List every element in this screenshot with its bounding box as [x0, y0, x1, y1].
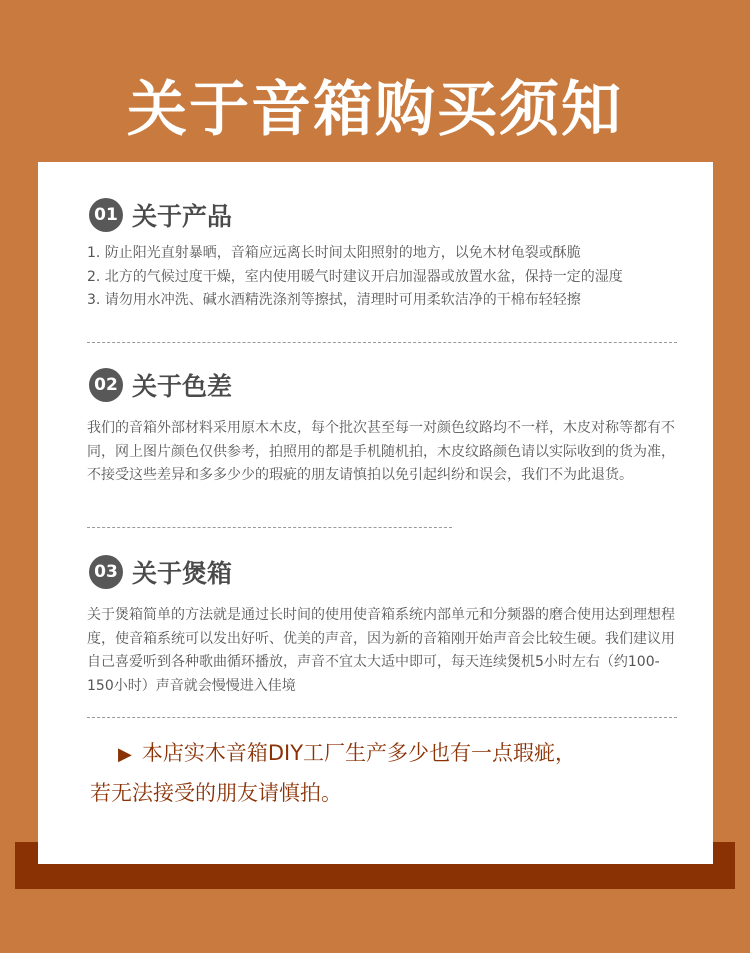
- notice-line: [90, 734, 690, 774]
- color-diff-paragraph: 我们的音箱外部材料采用原木木皮，每个批次甚至每一对颜色纹路均不一样，木皮对称等都有不同，网上图片颜色仅供参考，拍照用的都是手机随机拍，木皮纹路颜色请以实际收到的货为准，不接受这些差异和多多少少的瑕疵的朋友请慎拍以免引起纠纷和误会，我们不为此退货。: [87, 420, 675, 483]
- section-title: 关于产品: [132, 202, 233, 231]
- section-number-badge: 02: [89, 368, 123, 402]
- section-number-badge: 01: [89, 198, 123, 232]
- notice-line: 若无法接受的朋友请慎拍。: [90, 781, 342, 805]
- section-title: 关于煲箱: [132, 559, 233, 588]
- section-number-badge: 03: [89, 555, 123, 589]
- divider: [87, 527, 452, 528]
- burnin-paragraph: 关于煲箱简单的方法就是通过长时间的使用使音箱系统内部单元和分频器的磨合使用达到理想程度，使音箱系统可以发出好听、优美的声音，因为新的音箱刚开始声音会比较生硬。我们建议用自己喜爱听到各种歌曲循环播放，声音不宜太大适中即可，每天连续煲机5小时左右（约100-150小时）声音就会慢慢进入佳境: [87, 607, 675, 694]
- section-title: 关于色差: [132, 372, 233, 401]
- section-burnin-header: [89, 554, 232, 590]
- list-item: 3. 请勿用水冲洗、碱水酒精洗涤剂等擦拭，清理时可用柔软洁净的干棉布轻轻擦: [87, 292, 581, 308]
- product-care-list: [87, 242, 687, 313]
- purchase-notice: [90, 734, 690, 812]
- divider: [87, 342, 677, 343]
- list-item: 2. 北方的气候过度干燥，室内使用暖气时建议开启加湿器或放置水盆，保持一定的湿度: [87, 268, 623, 285]
- info-card: [38, 162, 713, 864]
- section-product-header: [89, 197, 232, 233]
- divider: [87, 717, 677, 718]
- list-item: 1. 防止阳光直射暴晒，音箱应远离长时间太阳照射的地方，以免木材龟裂或酥脆: [87, 245, 581, 261]
- section-color-header: [89, 367, 232, 403]
- page-title: 关于音箱购买须知: [127, 75, 623, 145]
- notice-text: 本店实木音箱DIY工厂生产多少也有一点瑕疵，: [141, 741, 577, 765]
- play-triangle-icon: ▶: [118, 744, 132, 765]
